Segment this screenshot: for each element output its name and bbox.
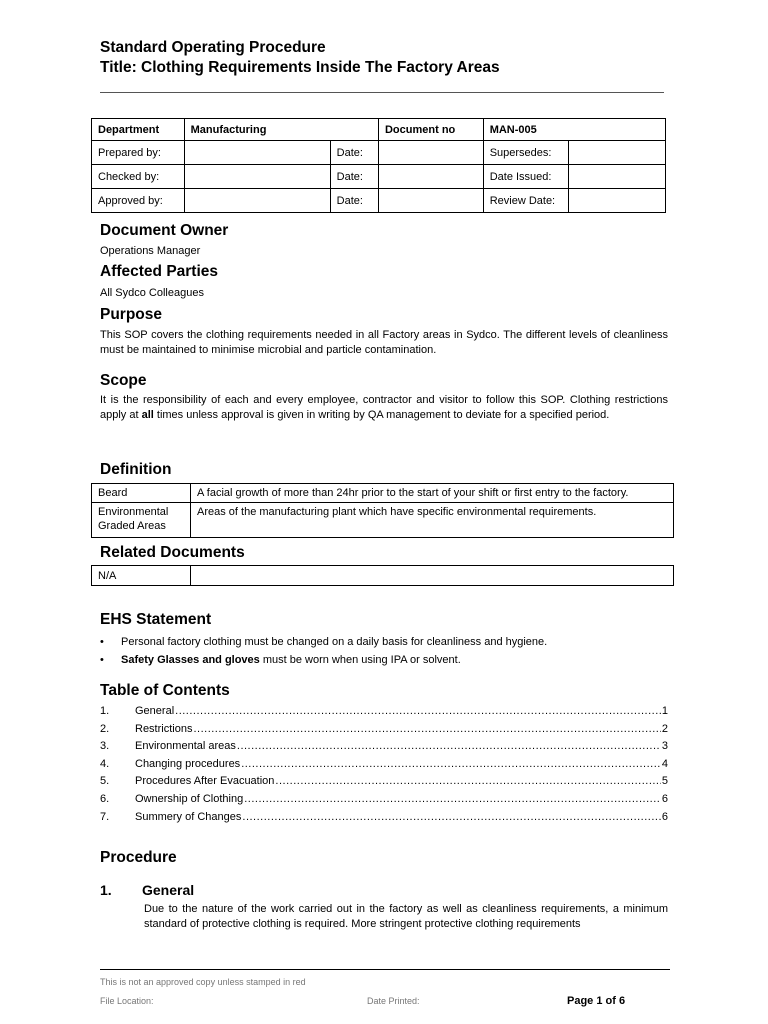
supersedes-label: Supersedes: [483, 141, 569, 165]
toc-page: 4 [661, 757, 668, 770]
definition-term: Environmental Graded Areas [92, 503, 191, 538]
related-documents-heading: Related Documents [100, 544, 245, 561]
prepared-by-value [184, 141, 330, 165]
toc-label[interactable]: Environmental areas [135, 740, 236, 753]
section-1-title: General [142, 882, 195, 898]
toc-number: 3. [100, 740, 110, 753]
toc-entry[interactable] [100, 793, 668, 811]
scope-text-part: It is the responsibility of each and every employee, contractor and visitor to follow this SOP. Clothing restrictions apply at [100, 394, 668, 421]
toc-number: 7. [100, 810, 110, 823]
section-1-text: Due to the nature of the work carried out in the factory as well as cleanliness requirements, a minimum standard of protective clothing is required. More stringent protective clothing requirements [144, 903, 668, 930]
definition-heading: Definition [100, 461, 172, 478]
date-issued-value [569, 165, 666, 189]
procedure-heading: Procedure [100, 849, 177, 866]
toc-entry[interactable] [100, 758, 668, 776]
review-date-value [569, 189, 666, 213]
footer-date-printed: Date Printed: [367, 996, 420, 1006]
section-1-heading [100, 882, 194, 898]
toc-page: 2 [661, 722, 668, 735]
toc-leader [193, 723, 660, 735]
list-item [100, 636, 670, 654]
header-divider [100, 92, 664, 93]
purpose-text: This SOP covers the clothing requirements needed in all Factory areas in Sydco. The different levels of cleanliness must be maintained to minimise microbial and particle contamination. [100, 329, 668, 356]
footer-file-location: File Location: [100, 996, 154, 1006]
scope-text-part: times unless approval is given in writing by QA management to deviate for a specified period. [153, 409, 610, 421]
supersedes-value [569, 141, 666, 165]
review-date-label: Review Date: [483, 189, 569, 213]
sop-label: Standard Operating Procedure [100, 39, 326, 56]
approved-date-label: Date: [330, 189, 378, 213]
prepared-date-value [378, 141, 483, 165]
document-meta-table [91, 118, 666, 213]
scope-heading: Scope [100, 372, 147, 389]
approved-date-value [378, 189, 483, 213]
document-title: Title: Clothing Requirements Inside The Factory Areas [100, 59, 500, 76]
toc-label[interactable]: Changing procedures [135, 757, 241, 770]
toc-number: 4. [100, 757, 110, 770]
toc-leader [244, 793, 661, 805]
definition-desc: Areas of the manufacturing plant which have specific environmental requirements. [191, 503, 674, 538]
toc-leader [275, 775, 660, 787]
scope-text-emphasis: all [141, 409, 154, 421]
approved-by-label: Approved by: [92, 189, 185, 213]
toc-leader [241, 758, 661, 770]
list-item [100, 654, 670, 672]
toc-leader [175, 705, 661, 717]
ehs-heading: EHS Statement [100, 611, 212, 628]
ehs-item-rest: must be worn when using IPA or solvent. [259, 654, 461, 666]
document-no-value: MAN-005 [483, 119, 665, 141]
purpose-heading: Purpose [100, 306, 163, 323]
table-of-contents [100, 705, 668, 828]
footer-note: This is not an approved copy unless stamped in red [100, 977, 306, 987]
ehs-list [100, 636, 670, 672]
ehs-item-text: Personal factory clothing must be changed on a daily basis for cleanliness and hygiene. [121, 636, 548, 648]
toc-entry[interactable] [100, 775, 668, 793]
toc-page: 1 [661, 705, 668, 717]
toc-entry[interactable] [100, 740, 668, 758]
toc-page: 3 [661, 740, 668, 753]
ehs-item-text [121, 654, 461, 666]
definition-term: Beard [92, 484, 191, 503]
toc-entry[interactable] [100, 723, 668, 741]
checked-date-label: Date: [330, 165, 378, 189]
prepared-date-label: Date: [330, 141, 378, 165]
checked-by-value [184, 165, 330, 189]
related-documents-empty [191, 566, 674, 586]
table-row [92, 484, 674, 503]
toc-label[interactable]: Ownership of Clothing [135, 792, 244, 805]
approved-by-value [184, 189, 330, 213]
toc-number: 2. [100, 722, 110, 735]
document-owner-heading: Document Owner [100, 222, 229, 239]
affected-parties-heading: Affected Parties [100, 263, 219, 280]
toc-entry[interactable] [100, 811, 668, 829]
toc-page: 5 [661, 775, 668, 788]
department-label: Department [92, 119, 185, 141]
definition-desc: A facial growth of more than 24hr prior to the start of your shift or first entry to the factory. [191, 484, 674, 503]
document-owner-text: Operations Manager [100, 245, 201, 257]
footer-page-number: Page 1 of 6 [567, 995, 626, 1007]
related-documents-value: N/A [92, 566, 191, 586]
scope-text [100, 393, 668, 423]
toc-entry[interactable] [100, 705, 668, 723]
toc-label[interactable]: Summery of Changes [135, 810, 242, 823]
toc-leader [237, 740, 661, 752]
checked-by-label: Checked by: [92, 165, 185, 189]
department-value: Manufacturing [184, 119, 378, 141]
toc-label[interactable]: Procedures After Evacuation [135, 775, 275, 788]
bullet-icon: • [100, 654, 104, 666]
ehs-item-emphasis: Safety Glasses and gloves [121, 654, 260, 666]
checked-date-value [378, 165, 483, 189]
toc-label[interactable]: Restrictions [135, 722, 193, 735]
toc-number: 6. [100, 792, 110, 805]
date-issued-label: Date Issued: [483, 165, 569, 189]
toc-number: 5. [100, 775, 110, 788]
affected-parties-text: All Sydco Colleagues [100, 287, 204, 299]
definition-table [91, 483, 674, 538]
related-documents-table [91, 565, 674, 586]
document-no-label: Document no [378, 119, 483, 141]
toc-leader [242, 811, 660, 823]
toc-page: 6 [661, 810, 668, 823]
toc-number: 1. [100, 705, 110, 717]
bullet-icon: • [100, 636, 104, 648]
table-row [92, 503, 674, 538]
prepared-by-label: Prepared by: [92, 141, 185, 165]
toc-label[interactable]: General [135, 705, 175, 717]
footer-divider [100, 969, 670, 970]
toc-heading: Table of Contents [100, 682, 230, 699]
section-1-number: 1. [100, 882, 112, 898]
toc-page: 6 [661, 792, 668, 805]
table-row [92, 566, 674, 586]
